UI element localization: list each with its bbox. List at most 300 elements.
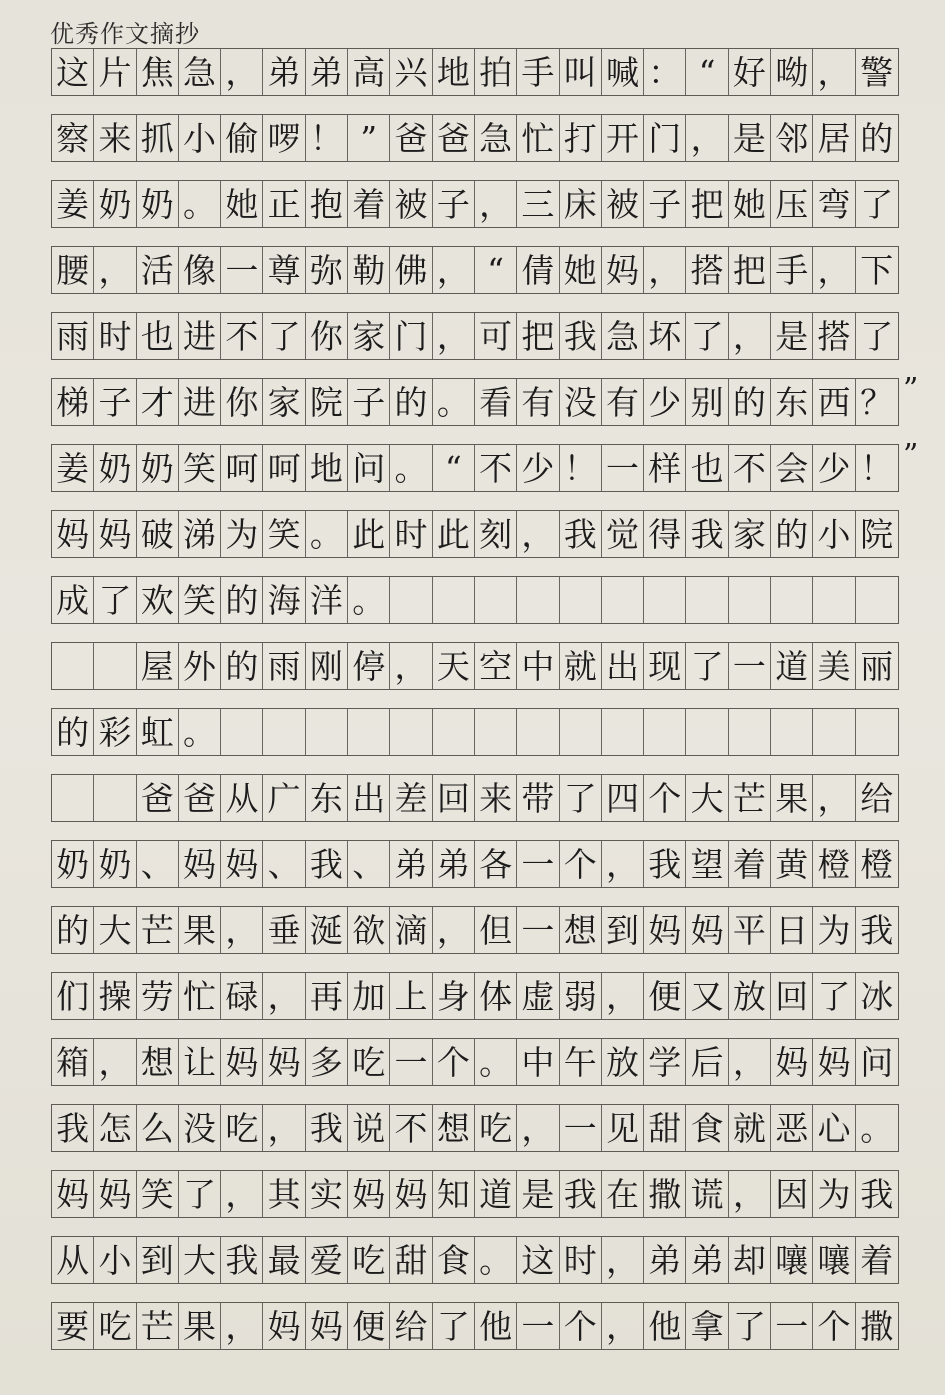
grid-cell: 这 bbox=[517, 1237, 559, 1283]
grid-cell: 不 bbox=[729, 445, 771, 491]
grid-cell: 他 bbox=[644, 1303, 686, 1349]
grid-cell: 嚷 bbox=[771, 1237, 813, 1283]
grid-cell bbox=[644, 577, 686, 623]
grid-cell: 怎 bbox=[94, 1105, 136, 1151]
grid-cell: 现 bbox=[644, 643, 686, 689]
grid-cell: 谎 bbox=[686, 1171, 728, 1217]
grid-cell: 我 bbox=[860, 1174, 894, 1214]
grid-cell: 进 bbox=[179, 313, 221, 359]
grid-cell: 吃 bbox=[221, 1105, 263, 1151]
grid-cell: 让 bbox=[179, 1039, 221, 1085]
grid-cell: 的 bbox=[52, 907, 94, 953]
grid-cell: 我 bbox=[560, 313, 602, 359]
grid-cell: 想 bbox=[560, 907, 602, 953]
grid-row bbox=[51, 444, 899, 492]
grid-cell: ！ bbox=[306, 115, 348, 161]
grid-cell: 垂 bbox=[263, 907, 305, 953]
grid-cell: 吃 bbox=[94, 1303, 136, 1349]
grid-cell: 是 bbox=[771, 313, 813, 359]
grid-cell: 门 bbox=[390, 313, 432, 359]
grid-row bbox=[51, 246, 899, 294]
grid-cell: 门 bbox=[644, 115, 686, 161]
grid-cell: ， bbox=[517, 511, 559, 557]
grid-cell: 们 bbox=[52, 973, 94, 1019]
grid-cell: 从 bbox=[221, 775, 263, 821]
grid-cell: 了 bbox=[729, 1303, 771, 1349]
grid-cell bbox=[602, 577, 644, 623]
grid-cell: 东 bbox=[771, 379, 813, 425]
grid-cell: 虚 bbox=[517, 973, 559, 1019]
grid-cell: 的 bbox=[771, 511, 813, 557]
grid-cell: ， bbox=[221, 1303, 263, 1349]
grid-cell: 被 bbox=[390, 181, 432, 227]
grid-cell: “ bbox=[433, 445, 475, 491]
grid-cell bbox=[390, 577, 432, 623]
grid-cell: 坏 bbox=[644, 313, 686, 359]
grid-cell: 了 bbox=[94, 577, 136, 623]
grid-cell: 道 bbox=[771, 643, 813, 689]
grid-cell: 差 bbox=[390, 775, 432, 821]
grid-cell: 身 bbox=[433, 973, 475, 1019]
grid-cell: 家 bbox=[348, 313, 390, 359]
grid-cell: 把 bbox=[729, 247, 771, 293]
grid-cell: 个 bbox=[644, 775, 686, 821]
grid-cell: 下 bbox=[860, 250, 894, 290]
grid-cell: ， bbox=[813, 49, 855, 95]
grid-cell: 橙 bbox=[813, 841, 855, 887]
grid-cell: 体 bbox=[475, 973, 517, 1019]
grid-row bbox=[51, 114, 899, 162]
grid-cell: 弱 bbox=[560, 973, 602, 1019]
grid-cell: 少 bbox=[644, 379, 686, 425]
grid-cell bbox=[517, 577, 559, 623]
grid-cell: 来 bbox=[475, 775, 517, 821]
grid-cell: 弟 bbox=[263, 49, 305, 95]
grid-cell: 我 bbox=[52, 1105, 94, 1151]
grid-cell: 了 bbox=[433, 1303, 475, 1349]
grid-cell: 妈 bbox=[221, 841, 263, 887]
grid-cell: 奶 bbox=[94, 181, 136, 227]
grid-cell: 爱 bbox=[306, 1237, 348, 1283]
grid-cell: 妈 bbox=[94, 511, 136, 557]
grid-cell: 抓 bbox=[137, 115, 179, 161]
grid-cell: 、 bbox=[348, 841, 390, 887]
grid-cell: 她 bbox=[221, 181, 263, 227]
grid-cell: 拍 bbox=[475, 49, 517, 95]
grid-cell: 有 bbox=[602, 379, 644, 425]
grid-cell: 四 bbox=[602, 775, 644, 821]
grid-cell: 觉 bbox=[602, 511, 644, 557]
grid-cell: 梯 bbox=[52, 379, 94, 425]
grid-cell: 妈 bbox=[263, 1039, 305, 1085]
grid-cell: 子 bbox=[644, 181, 686, 227]
grid-cell: 高 bbox=[348, 49, 390, 95]
grid-cell: “ bbox=[475, 247, 517, 293]
margin-quote-mark: ” bbox=[903, 438, 919, 473]
grid-cell: 给 bbox=[390, 1303, 432, 1349]
grid-cell: 爸 bbox=[390, 115, 432, 161]
grid-cell: 了 bbox=[560, 775, 602, 821]
grid-cell: 多 bbox=[306, 1039, 348, 1085]
grid-cell: 回 bbox=[771, 973, 813, 1019]
grid-cell: 偷 bbox=[221, 115, 263, 161]
grid-cell bbox=[390, 709, 432, 755]
grid-cell: 也 bbox=[686, 445, 728, 491]
grid-cell: 把 bbox=[517, 313, 559, 359]
grid-cell bbox=[433, 709, 475, 755]
grid-cell: 橙 bbox=[860, 844, 894, 884]
grid-cell: 可 bbox=[475, 313, 517, 359]
grid-cell: 家 bbox=[263, 379, 305, 425]
grid-cell: 果 bbox=[179, 907, 221, 953]
grid-cell: 食 bbox=[433, 1237, 475, 1283]
grid-cell: 我 bbox=[221, 1237, 263, 1283]
grid-cell bbox=[729, 577, 771, 623]
grid-cell: 你 bbox=[221, 379, 263, 425]
grid-cell: 从 bbox=[52, 1237, 94, 1283]
grid-cell: 拿 bbox=[686, 1303, 728, 1349]
grid-cell: 大 bbox=[94, 907, 136, 953]
grid-cell: 箱 bbox=[52, 1039, 94, 1085]
grid-cell: 大 bbox=[686, 775, 728, 821]
grid-cell: 。 bbox=[860, 1108, 894, 1148]
grid-cell: 焦 bbox=[137, 49, 179, 95]
grid-cell: 有 bbox=[517, 379, 559, 425]
grid-cell: 劳 bbox=[137, 973, 179, 1019]
grid-cell: 刻 bbox=[475, 511, 517, 557]
grid-cell: 中 bbox=[517, 643, 559, 689]
grid-cell: 大 bbox=[179, 1237, 221, 1283]
grid-cell: 着 bbox=[860, 1240, 894, 1280]
grid-cell: 没 bbox=[560, 379, 602, 425]
grid-cell: 妈 bbox=[644, 907, 686, 953]
grid-cell: 又 bbox=[686, 973, 728, 1019]
grid-cell: 却 bbox=[729, 1237, 771, 1283]
grid-cell: 妈 bbox=[390, 1171, 432, 1217]
grid-cell bbox=[771, 577, 813, 623]
grid-cell: 此 bbox=[348, 511, 390, 557]
grid-cell: 忙 bbox=[517, 115, 559, 161]
grid-cell: 妈 bbox=[94, 1171, 136, 1217]
grid-cell bbox=[475, 577, 517, 623]
grid-cell: 时 bbox=[94, 313, 136, 359]
grid-cell: ， bbox=[729, 1039, 771, 1085]
grid-cell: 警 bbox=[860, 52, 894, 92]
grid-cell: 芒 bbox=[137, 1303, 179, 1349]
grid-cell: 吃 bbox=[348, 1237, 390, 1283]
grid-row bbox=[51, 972, 899, 1020]
grid-cell: 想 bbox=[433, 1105, 475, 1151]
grid-cell bbox=[52, 775, 94, 821]
grid-cell: 因 bbox=[771, 1171, 813, 1217]
grid-cell: 但 bbox=[475, 907, 517, 953]
grid-cell: 的 bbox=[52, 709, 94, 755]
grid-cell: 奶 bbox=[137, 181, 179, 227]
grid-cell bbox=[856, 577, 898, 623]
grid-cell bbox=[517, 709, 559, 755]
grid-cell: 不 bbox=[390, 1105, 432, 1151]
grid-cell: 一 bbox=[560, 1105, 602, 1151]
grid-cell: 果 bbox=[179, 1303, 221, 1349]
grid-cell: 了 bbox=[263, 313, 305, 359]
grid-cell bbox=[813, 577, 855, 623]
grid-cell: 小 bbox=[179, 115, 221, 161]
grid-cell: 一 bbox=[517, 841, 559, 887]
grid-cell: 为 bbox=[813, 907, 855, 953]
grid-cell: 笑 bbox=[179, 577, 221, 623]
grid-cell: 子 bbox=[433, 181, 475, 227]
grid-cell: 弥 bbox=[306, 247, 348, 293]
grid-cell: 奶 bbox=[137, 445, 179, 491]
grid-cell: 嚷 bbox=[813, 1237, 855, 1283]
grid-cell: 为 bbox=[221, 511, 263, 557]
grid-cell: 就 bbox=[560, 643, 602, 689]
grid-cell: 妈 bbox=[221, 1039, 263, 1085]
grid-cell: 我 bbox=[860, 910, 894, 950]
grid-cell: 我 bbox=[306, 841, 348, 887]
grid-cell: 一 bbox=[602, 445, 644, 491]
grid-cell: 我 bbox=[686, 511, 728, 557]
grid-row bbox=[51, 312, 899, 360]
grid-cell: 笑 bbox=[263, 511, 305, 557]
grid-cell: 样 bbox=[644, 445, 686, 491]
grid-cell: 别 bbox=[686, 379, 728, 425]
grid-cell: 广 bbox=[263, 775, 305, 821]
grid-cell: 一 bbox=[517, 907, 559, 953]
grid-cell: 了 bbox=[686, 643, 728, 689]
grid-cell: 出 bbox=[348, 775, 390, 821]
grid-cell: 涕 bbox=[179, 511, 221, 557]
grid-cell: 小 bbox=[813, 511, 855, 557]
grid-cell: 撒 bbox=[860, 1306, 894, 1346]
grid-cell: 奶 bbox=[52, 841, 94, 887]
grid-cell: ， bbox=[729, 1171, 771, 1217]
grid-cell bbox=[856, 709, 898, 755]
grid-cell: 在 bbox=[602, 1171, 644, 1217]
grid-cell: 勒 bbox=[348, 247, 390, 293]
grid-cell: 院 bbox=[306, 379, 348, 425]
grid-cell: 的 bbox=[390, 379, 432, 425]
grid-cell: 得 bbox=[644, 511, 686, 557]
grid-cell: 一 bbox=[221, 247, 263, 293]
grid-cell: 的 bbox=[729, 379, 771, 425]
grid-cell: ， bbox=[221, 49, 263, 95]
grid-cell: 邻 bbox=[771, 115, 813, 161]
grid-cell: 个 bbox=[813, 1303, 855, 1349]
grid-cell bbox=[686, 577, 728, 623]
grid-cell: 见 bbox=[602, 1105, 644, 1151]
grid-cell: 了 bbox=[860, 184, 894, 224]
grid-cell: 要 bbox=[52, 1303, 94, 1349]
grid-cell: 撒 bbox=[644, 1171, 686, 1217]
grid-cell: ， bbox=[433, 907, 475, 953]
grid-cell: 爸 bbox=[179, 775, 221, 821]
grid-row bbox=[51, 1104, 899, 1152]
grid-cell: 刚 bbox=[306, 643, 348, 689]
grid-cell: 我 bbox=[306, 1105, 348, 1151]
grid-cell: 她 bbox=[729, 181, 771, 227]
grid-cell: 妈 bbox=[263, 1303, 305, 1349]
grid-cell: 中 bbox=[517, 1039, 559, 1085]
grid-cell: 想 bbox=[137, 1039, 179, 1085]
grid-cell: 奶 bbox=[94, 841, 136, 887]
grid-cell: 芒 bbox=[729, 775, 771, 821]
grid-cell: 兴 bbox=[390, 49, 432, 95]
grid-cell: 会 bbox=[771, 445, 813, 491]
grid-cell: 回 bbox=[433, 775, 475, 821]
grid-cell: 腰 bbox=[52, 247, 94, 293]
grid-row bbox=[51, 1236, 899, 1284]
grid-cell: ， bbox=[94, 247, 136, 293]
grid-cell: 弟 bbox=[390, 841, 432, 887]
grid-cell: 啰 bbox=[263, 115, 305, 161]
grid-cell: 雨 bbox=[263, 643, 305, 689]
grid-cell: 像 bbox=[179, 247, 221, 293]
grid-cell: 把 bbox=[686, 181, 728, 227]
grid-cell: 到 bbox=[137, 1237, 179, 1283]
grid-cell: 手 bbox=[771, 247, 813, 293]
grid-row bbox=[51, 576, 899, 624]
grid-row bbox=[51, 840, 899, 888]
grid-cell: 出 bbox=[602, 643, 644, 689]
grid-cell: ！ bbox=[560, 445, 602, 491]
grid-cell bbox=[94, 643, 136, 689]
grid-cell: 爸 bbox=[137, 775, 179, 821]
grid-cell bbox=[475, 709, 517, 755]
grid-cell: 学 bbox=[644, 1039, 686, 1085]
grid-cell: 着 bbox=[729, 841, 771, 887]
grid-cell: 姜 bbox=[52, 445, 94, 491]
grid-cell: 一 bbox=[729, 643, 771, 689]
grid-row bbox=[51, 642, 899, 690]
grid-cell bbox=[306, 709, 348, 755]
grid-cell: 没 bbox=[179, 1105, 221, 1151]
grid-cell: 来 bbox=[94, 115, 136, 161]
grid-cell: 是 bbox=[517, 1171, 559, 1217]
grid-cell: 其 bbox=[263, 1171, 305, 1217]
grid-cell: 给 bbox=[860, 778, 894, 818]
grid-cell: 就 bbox=[729, 1105, 771, 1151]
grid-cell: 了 bbox=[686, 313, 728, 359]
grid-cell: 妈 bbox=[771, 1039, 813, 1085]
grid-cell: 雨 bbox=[52, 313, 94, 359]
grid-cell: 被 bbox=[602, 181, 644, 227]
grid-cell: ， bbox=[263, 973, 305, 1019]
grid-cell: 子 bbox=[94, 379, 136, 425]
grid-cell: 看 bbox=[475, 379, 517, 425]
grid-cell: 最 bbox=[263, 1237, 305, 1283]
grid-cell: 芒 bbox=[137, 907, 179, 953]
grid-cell: 知 bbox=[433, 1171, 475, 1217]
grid-cell: 抱 bbox=[306, 181, 348, 227]
grid-cell: 。 bbox=[179, 181, 221, 227]
grid-cell: 呦 bbox=[771, 49, 813, 95]
grid-cell: 我 bbox=[560, 511, 602, 557]
grid-cell: ， bbox=[813, 247, 855, 293]
grid-cell: 正 bbox=[263, 181, 305, 227]
grid-cell: 是 bbox=[729, 115, 771, 161]
grid-cell: 再 bbox=[306, 973, 348, 1019]
grid-cell: 。 bbox=[306, 511, 348, 557]
grid-cell: 笑 bbox=[137, 1171, 179, 1217]
grid-cell: 恶 bbox=[771, 1105, 813, 1151]
grid-cell: 海 bbox=[263, 577, 305, 623]
grid-cell: 。 bbox=[179, 709, 221, 755]
grid-cell: 果 bbox=[771, 775, 813, 821]
grid-cell: 倩 bbox=[517, 247, 559, 293]
grid-cell: 院 bbox=[860, 514, 894, 554]
grid-cell: 。 bbox=[475, 1039, 517, 1085]
grid-cell: 黄 bbox=[771, 841, 813, 887]
grid-cell: 片 bbox=[94, 49, 136, 95]
grid-cell: 实 bbox=[306, 1171, 348, 1217]
grid-cell: 问 bbox=[348, 445, 390, 491]
grid-cell: 各 bbox=[475, 841, 517, 887]
grid-cell: 的 bbox=[860, 118, 894, 158]
grid-cell: 、 bbox=[263, 841, 305, 887]
grid-cell: 外 bbox=[179, 643, 221, 689]
grid-cell: ！ bbox=[860, 448, 894, 488]
grid-cell: 笑 bbox=[179, 445, 221, 491]
grid-cell: 急 bbox=[475, 115, 517, 161]
grid-cell: ？ bbox=[860, 382, 894, 422]
grid-cell: ， bbox=[390, 643, 432, 689]
grid-cell: ， bbox=[94, 1039, 136, 1085]
grid-cell: 天 bbox=[433, 643, 475, 689]
grid-cell: 欢 bbox=[137, 577, 179, 623]
grid-cell: 加 bbox=[348, 973, 390, 1019]
grid-cell: ， bbox=[813, 775, 855, 821]
grid-cell: 呵 bbox=[221, 445, 263, 491]
grid-cell bbox=[813, 709, 855, 755]
grid-cell: 、 bbox=[137, 841, 179, 887]
grid-cell: 说 bbox=[348, 1105, 390, 1151]
grid-cell: 少 bbox=[517, 445, 559, 491]
grid-cell: 虹 bbox=[137, 709, 179, 755]
grid-cell: 西 bbox=[813, 379, 855, 425]
grid-cell: 妈 bbox=[348, 1171, 390, 1217]
grid-cell: 弯 bbox=[813, 181, 855, 227]
grid-cell: ” bbox=[348, 115, 390, 161]
grid-cell: 时 bbox=[390, 511, 432, 557]
grid-cell: 活 bbox=[137, 247, 179, 293]
grid-cell: 滴 bbox=[390, 907, 432, 953]
grid-cell: ， bbox=[221, 907, 263, 953]
grid-cell: 东 bbox=[306, 775, 348, 821]
grid-cell: ， bbox=[263, 1105, 305, 1151]
grid-cell: 空 bbox=[475, 643, 517, 689]
grid-cell: 吃 bbox=[348, 1039, 390, 1085]
grid-cell: 一 bbox=[390, 1039, 432, 1085]
grid-cell: 成 bbox=[52, 577, 94, 623]
grid-cell: 我 bbox=[560, 1171, 602, 1217]
grid-cell: ， bbox=[644, 247, 686, 293]
grid-cell bbox=[644, 709, 686, 755]
grid-cell: 喊 bbox=[602, 49, 644, 95]
grid-cell: 尊 bbox=[263, 247, 305, 293]
grid-cell: 搭 bbox=[686, 247, 728, 293]
grid-cell: 你 bbox=[306, 313, 348, 359]
grid-cell: 操 bbox=[94, 973, 136, 1019]
grid-cell: 欲 bbox=[348, 907, 390, 953]
grid-cell: 心 bbox=[813, 1105, 855, 1151]
grid-cell: 忙 bbox=[179, 973, 221, 1019]
grid-cell: 便 bbox=[644, 973, 686, 1019]
grid-cell: 我 bbox=[644, 841, 686, 887]
grid-cell: 弟 bbox=[306, 49, 348, 95]
grid-cell: 呵 bbox=[263, 445, 305, 491]
grid-cell: ， bbox=[602, 841, 644, 887]
